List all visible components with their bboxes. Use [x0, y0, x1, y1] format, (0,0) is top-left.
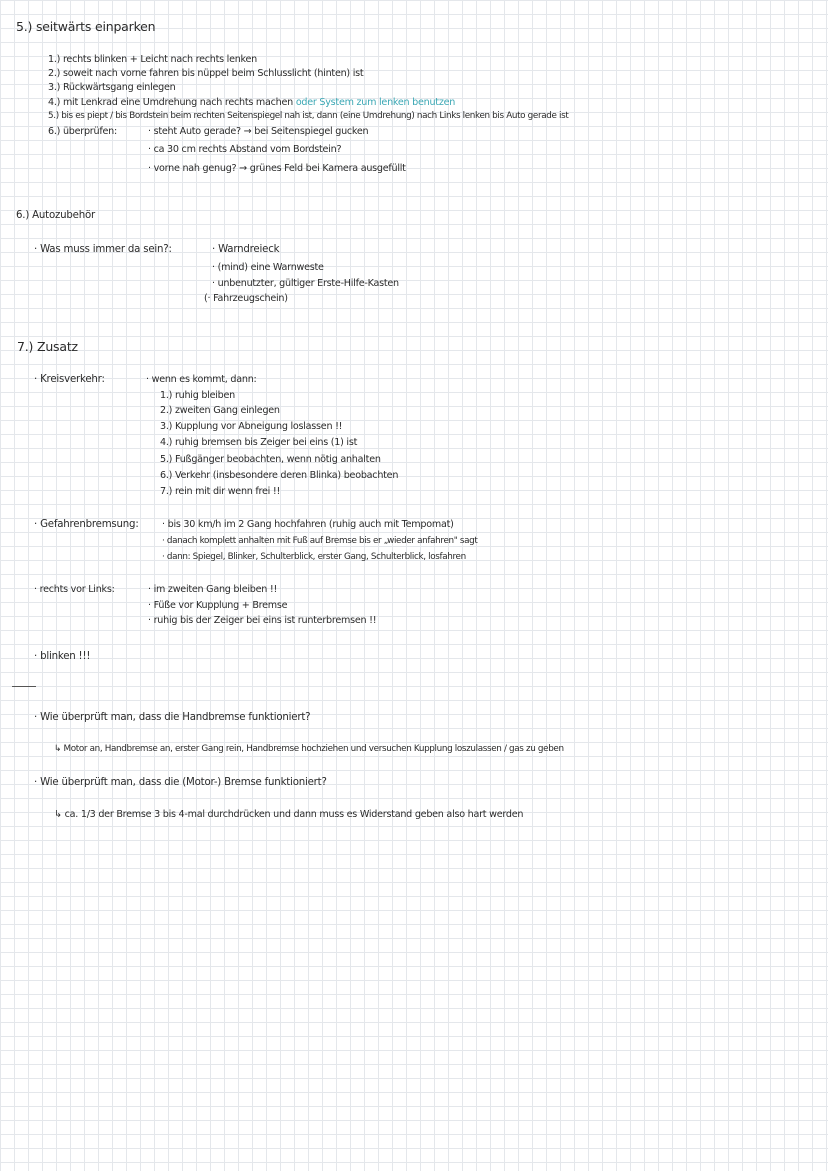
right-before-left-item: · Füße vor Kupplung + Bremse — [148, 600, 288, 611]
handbrake-answer: ↳ Motor an, Handbremse an, erster Gang rein, Handbremse hochziehen und versuchen Kupplung loszulassen / gas zu geben — [54, 744, 564, 754]
parking-check-2: · ca 30 cm rechts Abstand vom Bordstein? — [148, 144, 342, 155]
brake-answer: ↳ ca. 1/3 der Bremse 3 bis 4-mal durchdrücken und dann muss es Widerstand geben also hart werden — [54, 809, 524, 820]
blink-reminder: · blinken !!! — [34, 651, 91, 662]
handbrake-question: · Wie überprüft man, dass die Handbremse funktioniert? — [34, 712, 311, 723]
roundabout-step: 5.) Fußgänger beobachten, wenn nötig anhalten — [160, 454, 381, 465]
parking-check-1: · steht Auto gerade? → bei Seitenspiegel gucken — [148, 126, 369, 137]
accessories-question: · Was muss immer da sein?: — [34, 244, 172, 255]
parking-step-4-alt: oder System zum lenken benutzen — [295, 97, 456, 108]
parking-step-4 — [48, 98, 455, 108]
right-before-left-item: · ruhig bis der Zeiger bei eins ist runterbremsen !! — [148, 615, 377, 626]
roundabout-step: 2.) zweiten Gang einlegen — [160, 405, 280, 416]
roundabout-intro: · wenn es kommt, dann: — [146, 374, 257, 385]
roundabout-step: 4.) ruhig bremsen bis Zeiger bei eins (1) ist — [160, 437, 358, 448]
parking-step-2: 2.) soweit nach vorne fahren bis nüppel beim Schlusslicht (hinten) ist — [48, 68, 364, 79]
emergency-brake-item: · bis 30 km/h im 2 Gang hochfahren (ruhig auch mit Tempomat) — [162, 519, 454, 530]
roundabout-label: · Kreisverkehr: — [34, 374, 105, 385]
accessory-item-4: (· Fahrzeugschein) — [204, 293, 288, 304]
parking-step-1: 1.) rechts blinken + Leicht nach rechts lenken — [48, 54, 258, 65]
right-before-left-label: · rechts vor Links: — [34, 584, 115, 595]
parking-step-4-text: 4.) mit Lenkrad eine Umdrehung nach rechts machen — [48, 97, 293, 108]
accessory-item-3: · unbenutzter, gültiger Erste-Hilfe-Kasten — [212, 278, 399, 289]
parking-check-3: · vorne nah genug? → grünes Feld bei Kamera ausgefüllt — [148, 163, 406, 174]
section-5-heading: 5.) seitwärts einparken — [16, 19, 156, 34]
emergency-brake-item: · danach komplett anhalten mit Fuß auf Bremse bis er „wieder anfahren" sagt — [162, 536, 478, 546]
accessory-item-2: · (mind) eine Warnweste — [212, 262, 324, 273]
roundabout-step: 1.) ruhig bleiben — [160, 390, 236, 401]
parking-step-5: 5.) bis es piept / bis Bordstein beim rechten Seitenspiegel nah ist, dann (eine Umdrehung) nach Links lenken bis Auto gerade ist — [48, 111, 569, 121]
parking-step-6: 6.) überprüfen: — [48, 126, 117, 137]
section-7-heading: 7.) Zusatz — [17, 339, 78, 354]
emergency-brake-item: · dann: Spiegel, Blinker, Schulterblick, erster Gang, Schulterblick, losfahren — [162, 552, 466, 562]
roundabout-step: 3.) Kupplung vor Abneigung loslassen !! — [160, 421, 343, 432]
accessory-item-1: · Warndreieck — [212, 244, 280, 255]
divider-line — [12, 686, 36, 687]
brake-question: · Wie überprüft man, dass die (Motor-) Bremse funktioniert? — [34, 777, 327, 788]
emergency-brake-label: · Gefahrenbremsung: — [34, 519, 139, 530]
right-before-left-item: · im zweiten Gang bleiben !! — [148, 584, 278, 595]
roundabout-step: 7.) rein mit dir wenn frei !! — [160, 486, 281, 497]
section-6-heading: 6.) Autozubehör — [16, 210, 96, 221]
parking-step-3: 3.) Rückwärtsgang einlegen — [48, 82, 176, 93]
roundabout-step: 6.) Verkehr (insbesondere deren Blinka) beobachten — [160, 470, 399, 481]
